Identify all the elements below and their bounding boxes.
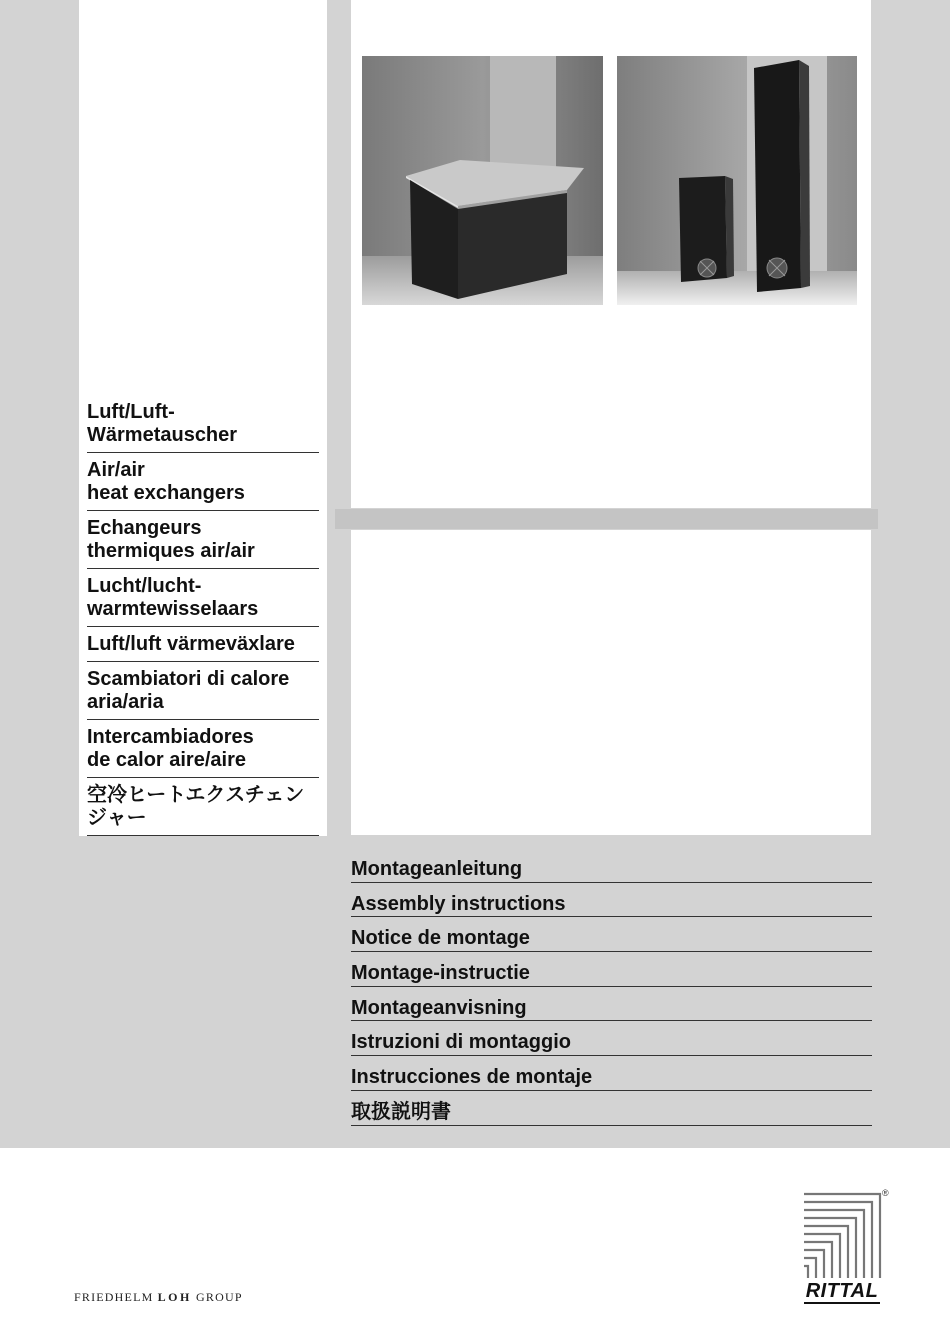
- company-group-name: [74, 1290, 243, 1305]
- document-title-list: [351, 856, 872, 1126]
- rittal-wordmark-underline: [804, 1302, 880, 1304]
- company-prefix: FRIEDHELM: [74, 1290, 158, 1304]
- document-title-it: Istruzioni di montaggio: [351, 1029, 872, 1056]
- document-title-es: Instrucciones de montaje: [351, 1064, 872, 1091]
- product-title-sv: Luft/luft värmeväxlare: [87, 633, 319, 662]
- product-title-it: Scambiatori di calore aria/aria: [87, 668, 319, 720]
- registered-trademark-icon: ®: [882, 1188, 889, 1198]
- divider-strip: [335, 509, 878, 529]
- document-title-ja: 取扱説明書: [351, 1099, 872, 1126]
- company-suffix: GROUP: [191, 1290, 243, 1304]
- blank-panel: [351, 530, 871, 835]
- product-title-es: Intercambiadores de calor aire/aire: [87, 726, 319, 778]
- document-title-en: Assembly instructions: [351, 891, 872, 918]
- roof-mounted-heat-exchanger-photo: [362, 56, 603, 305]
- product-title-ja: 空冷ヒートエクスチェン ジャー: [87, 784, 319, 836]
- product-title-list: [87, 401, 319, 836]
- rittal-logo: [802, 1188, 890, 1308]
- document-title-nl: Montage-instructie: [351, 960, 872, 987]
- document-title-fr: Notice de montage: [351, 925, 872, 952]
- company-name: LOH: [157, 1290, 192, 1304]
- document-title-de: Montageanleitung: [351, 856, 872, 883]
- product-title-en: Air/air heat exchangers: [87, 459, 319, 511]
- wall-mounted-heat-exchangers-photo: [617, 56, 857, 305]
- document-title-sv: Montageanvisning: [351, 995, 872, 1022]
- rittal-wordmark: RITTAL: [805, 1280, 879, 1302]
- product-title-nl: Lucht/lucht- warmtewisselaars: [87, 575, 319, 627]
- product-title-fr: Echangeurs thermiques air/air: [87, 517, 319, 569]
- rittal-logo-graphic-icon: [802, 1188, 882, 1280]
- product-title-de: Luft/Luft- Wärmetauscher: [87, 401, 319, 453]
